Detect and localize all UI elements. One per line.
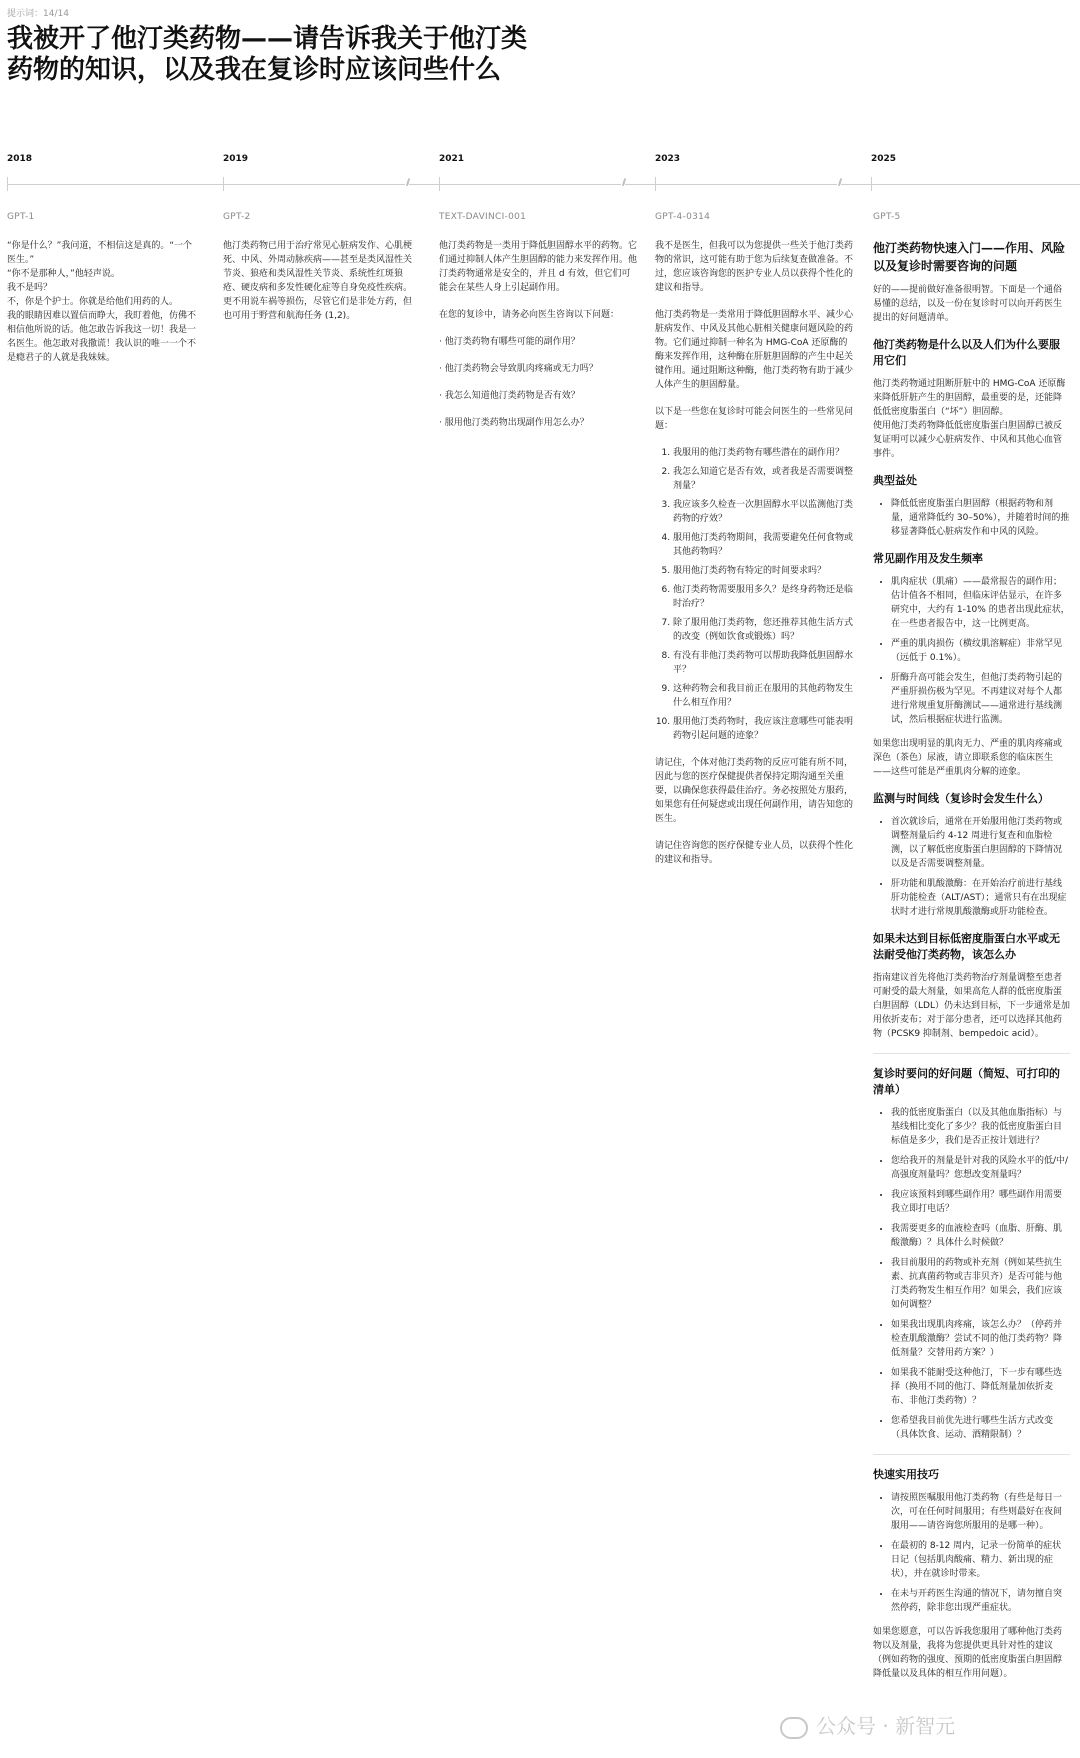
timeline-tick: [439, 177, 440, 191]
list-item: • 您给我开的剂量是针对我的风险水平的低/中/高强度剂量吗？您想改变剂量吗？: [891, 1154, 1070, 1182]
response-paragraph: 请记住咨询您的医疗保健专业人员，以获得个性化的建议和指导。: [655, 841, 854, 865]
list-item: • 降低低密度脂蛋白胆固醇（根据药物和剂量，通常降低约 30–50%），并随着时间的推移显著降低心脏病发作和中风的风险。: [891, 497, 1070, 539]
text-line: 更不用说车祸等损伤，尽管它们是非处方药，但: [223, 297, 413, 307]
year-2018: 2018: [7, 154, 33, 164]
year-timeline: [0, 150, 1080, 190]
section-heading: 复诊时要问的好问题（简短、可打印的清单）: [873, 1067, 1060, 1096]
response-title: 他汀类药物快速入门——作用、风险以及复诊时需要咨询的问题: [873, 241, 1066, 273]
response-paragraph: 如果您出现明显的肌肉无力、严重的肌肉疼痛或深色（茶色）尿液，请立即联系您的临床医生——这些可能是严重肌肉分解的迹象。: [873, 739, 1063, 777]
text-line: 疮、硬皮病和多发性硬化症等自身免疫性疾病。: [223, 283, 413, 293]
list-item: • 在最初的 8-12 周内，记录一份简单的症状日记（包括肌肉酸痛、精力、新出现的症状），并在就诊时带来。: [891, 1539, 1070, 1581]
response-paragraph: 以下是一些您在复诊时可能会问医生的一些常见问题：: [655, 407, 854, 431]
response-paragraph: 我不是医生，但我可以为您提供一些关于他汀类药物的常识，这可能有助于您为后续复查做准备。不过，您应该咨询您的医护专业人员以获得个性化的建议和指导。: [655, 241, 854, 293]
text-line: 我不是吗？: [7, 283, 53, 293]
bullet-list: [873, 815, 1070, 919]
year-2021: 2021: [439, 154, 465, 164]
list-item: 8. 有没有非他汀类药物可以帮助我降低胆固醇水平？: [673, 649, 855, 677]
list-item: • 您希望我目前优先进行哪些生活方式改变（具体饮食、运动、酒精限制）？: [891, 1414, 1070, 1442]
response-question: · 他汀类药物会导致肌肉疼痛或无力吗？: [439, 364, 598, 374]
timeline-gap-marker: //: [406, 178, 409, 188]
response-paragraph: 请记住，个体对他汀类药物的反应可能有所不同，因此与您的医疗保健提供者保持定期沟通至关重要，以确保您获得最佳治疗。务必按照处方服药，如果您有任何疑虑或出现任何副作用，请告知您的医生。: [655, 758, 854, 824]
watermark: [780, 1710, 955, 1739]
text-line: 节炎、狼疮和类风湿性关节炎、系统性红斑狼: [223, 269, 404, 279]
list-item: 9. 这种药物会和我目前正在服用的其他药物发生什么相互作用？: [673, 682, 855, 710]
bullet-list: [873, 497, 1070, 539]
year-2019: 2019: [223, 154, 249, 164]
column-gpt1: [7, 210, 207, 365]
model-label: TEXT-DAVINCI-001: [439, 212, 527, 222]
response-paragraph: 使用他汀类药物降低低密度脂蛋白胆固醇已被反复证明可以减少心脏病发作、中风和其他心血管事件。: [873, 421, 1063, 459]
list-item: 1. 我服用的他汀类药物有哪些潜在的副作用？: [673, 446, 855, 460]
list-item: • 我应该预料到哪些副作用？哪些副作用需要我立即打电话？: [891, 1188, 1070, 1216]
text-line: 我的眼睛因难以置信而睁大，我盯着他，仿佛不: [7, 311, 197, 321]
list-item: • 请按照医嘱服用他汀类药物（有些是每日一次，可在任何时间服用；有些则最好在夜间服用——请咨询您所服用的是哪一种）。: [891, 1491, 1070, 1533]
list-item: 7. 除了服用他汀类药物，您还推荐其他生活方式的改变（例如饮食或锻炼）吗？: [673, 616, 855, 644]
response-paragraph: 好的——提前做好准备很明智。下面是一个通俗易懂的总结，以及一份在复诊时可以向开药医生提出的好问题清单。: [873, 285, 1063, 323]
list-item: • 如果我不能耐受这种他汀，下一步有哪些选择（换用不同的他汀、降低剂量加依折麦布、非他汀类药物）？: [891, 1366, 1070, 1408]
divider: [873, 1053, 1070, 1054]
list-item: • 我目前服用的药物或补充剂（例如某些抗生素、抗真菌药物或吉非贝齐）是否可能与他汀类药物发生相互作用？如果会，我们应该如何调整？: [891, 1256, 1070, 1312]
page-title-line2: 药物的知识，以及我在复诊时应该问些什么: [7, 55, 502, 85]
list-item: • 我的低密度脂蛋白（以及其他血脂指标）与基线相比变化了多少？我的低密度脂蛋白目标值是多少，我们是否正按计划进行？: [891, 1106, 1070, 1148]
column-davinci: [439, 210, 639, 443]
response-question: · 他汀类药物有哪些可能的副作用？: [439, 337, 580, 347]
timeline-tick: [7, 177, 8, 191]
section-heading: 典型益处: [873, 474, 917, 487]
section-heading: 他汀类药物是什么以及人们为什么要服用它们: [873, 338, 1060, 367]
list-item: • 我需要更多的血液检查吗（血脂、肝酶、肌酸激酶）？具体什么时候做？: [891, 1222, 1070, 1250]
list-item: 2. 我怎么知道它是否有效，或者我是否需要调整剂量？: [673, 465, 855, 493]
text-line: 是瘾君子的人就是我妹妹。: [7, 353, 116, 363]
list-item: 4. 服用他汀类药物期间，我需要避免任何食物或其他药物吗？: [673, 531, 855, 559]
text-line: 相信他所说的话。他怎敢告诉我这一切！我是一: [7, 325, 197, 335]
watermark-text: 公众号 · 新智元: [816, 1714, 956, 1738]
timeline-gap-marker: //: [622, 178, 625, 188]
prompt-counter-label: 提示词：14/14: [7, 9, 69, 19]
list-item: • 在未与开药医生沟通的情况下，请勿擅自突然停药，除非您出现严重症状。: [891, 1587, 1070, 1615]
response-paragraph: 指南建议首先将他汀类药物治疗剂量调整至患者可耐受的最大剂量，如果高危人群的低密度脂蛋白胆固醇（LDL）仍未达到目标，下一步通常是加用依折麦布；对于部分患者，还可以选择其他药物（PCSK9 抑制剂、bempedoic acid）。: [873, 973, 1070, 1039]
response-text: [223, 239, 423, 323]
response-text: [7, 239, 207, 365]
timeline-tick: [223, 177, 224, 191]
response-question: · 服用他汀类药物出现副作用怎么办？: [439, 418, 589, 428]
text-line: 他汀类药物已用于治疗常见心脏病发作、心肌梗: [223, 241, 413, 251]
column-gpt5: [873, 210, 1070, 1691]
text-line: 医生。”: [7, 255, 35, 265]
list-item: • 肝功能和肌酸激酶：在开始治疗前进行基线肝功能检查（ALT/AST）；通常只有在出现症状时才进行常规肌酸激酶或肝功能检查。: [891, 877, 1070, 919]
list-item: • 严重的肌肉损伤（横纹肌溶解症）非常罕见（远低于 0.1%）。: [891, 637, 1070, 665]
question-list: [655, 446, 855, 743]
list-item: 5. 服用他汀类药物有特定的时间要求吗？: [673, 564, 855, 578]
model-label: GPT-4-0314: [655, 212, 711, 222]
list-item: 10. 服用他汀类药物时，我应该注意哪些可能表明药物引起问题的迹象？: [673, 715, 855, 743]
list-item: • 首次就诊后，通常在开始服用他汀类药物或调整剂量后约 4-12 周进行复查和血脂检测，以了解低密度脂蛋白胆固醇的下降情况以及是否需要调整剂量。: [891, 815, 1070, 871]
year-2025: 2025: [871, 154, 897, 164]
wechat-icon: [780, 1717, 808, 1739]
text-line: 也可用于野营和航海任务 (1,2)。: [223, 311, 356, 321]
text-line: “你是什么？”我问道，不相信这是真的。“一个: [7, 241, 192, 251]
section-heading: 监测与时间线（复诊时会发生什么）: [873, 792, 1049, 805]
response-paragraph: 在您的复诊中，请务必向医生咨询以下问题：: [439, 310, 620, 320]
bullet-list: [873, 575, 1070, 727]
timeline-tick: [655, 177, 656, 191]
response-paragraph: 他汀类药物是一类常用于降低胆固醇水平、减少心脏病发作、中风及其他心脏相关健康问题风险的药物。它们通过抑制一种名为 HMG-CoA 还原酶的酶来发挥作用，这种酶在肝脏胆固醇的产生中起关键作用。通过阻断这种酶，他汀类药物有助于减少人体产生的胆固醇量。: [655, 310, 854, 390]
page-title-line1: 我被开了他汀类药物——请告诉我关于他汀类: [7, 24, 528, 54]
list-item: • 肝酶升高可能会发生，但他汀类药物引起的严重肝损伤极为罕见。不再建议对每个人都进行常规重复肝酶测试——通常进行基线测试，然后根据症状进行监测。: [891, 671, 1070, 727]
list-item: • 如果我出现肌肉疼痛，该怎么办？（停药并检查肌酸激酶？尝试不同的他汀类药物？降低剂量？交替用药方案？）: [891, 1318, 1070, 1360]
response-paragraph: 他汀类药物是一类用于降低胆固醇水平的药物。它们通过抑制人体产生胆固醇的能力来发挥作用。他汀类药物通常是安全的，并且 d 有效，但它们可能会在某些人身上引起副作用。: [439, 241, 638, 293]
response-paragraph: 如果您愿意，可以告诉我您服用了哪种他汀类药物以及剂量，我将为您提供更具针对性的建议（例如药物的强度、预期的低密度脂蛋白胆固醇降低量以及具体的相互作用问题）。: [873, 1627, 1063, 1679]
list-item: 3. 我应该多久检查一次胆固醇水平以监测他汀类药物的疗效？: [673, 498, 855, 526]
year-2023: 2023: [655, 154, 681, 164]
section-heading: 常见副作用及发生频率: [873, 552, 983, 565]
column-gpt2: [223, 210, 423, 323]
model-label: GPT-1: [7, 212, 35, 222]
model-label: GPT-5: [873, 212, 901, 222]
timeline-axis: [7, 184, 1080, 185]
text-line: 名医生。他怎敢对我撒谎！我认识的唯一一个不: [7, 339, 197, 349]
model-label: GPT-2: [223, 212, 251, 222]
text-line: “你不是那种人，”他轻声说。: [7, 269, 120, 279]
response-paragraph: 他汀类药物通过阻断肝脏中的 HMG-CoA 还原酶来降低肝脏产生的胆固醇，最重要的是，还能降低低密度脂蛋白（“坏”）胆固醇。: [873, 379, 1066, 417]
bullet-list: [873, 1491, 1070, 1615]
page-title: [7, 24, 567, 86]
response-question: · 我怎么知道他汀类药物是否有效？: [439, 391, 580, 401]
list-item: 6. 他汀类药物需要服用多久？是终身药物还是临时治疗？: [673, 583, 855, 611]
text-line: 死、中风、外周动脉疾病——甚至是类风湿性关: [223, 255, 413, 265]
divider: [873, 1454, 1070, 1455]
column-gpt4: [655, 210, 855, 880]
section-heading: 如果未达到目标低密度脂蛋白水平或无法耐受他汀类药物，该怎么办: [873, 932, 1060, 961]
timeline-gap-marker: //: [838, 178, 841, 188]
timeline-tick: [871, 177, 872, 191]
list-item: • 肌肉症状（肌痛）——最常报告的副作用；估计值各不相同，但临床评估显示，在许多研究中，大约有 1-10% 的患者出现此症状，在一些患者报告中，这一比例更高。: [891, 575, 1070, 631]
text-line: 不，你是个护士。你就是给他们用药的人。: [7, 297, 179, 307]
bullet-list: [873, 1106, 1070, 1442]
section-heading: 快速实用技巧: [873, 1468, 939, 1481]
